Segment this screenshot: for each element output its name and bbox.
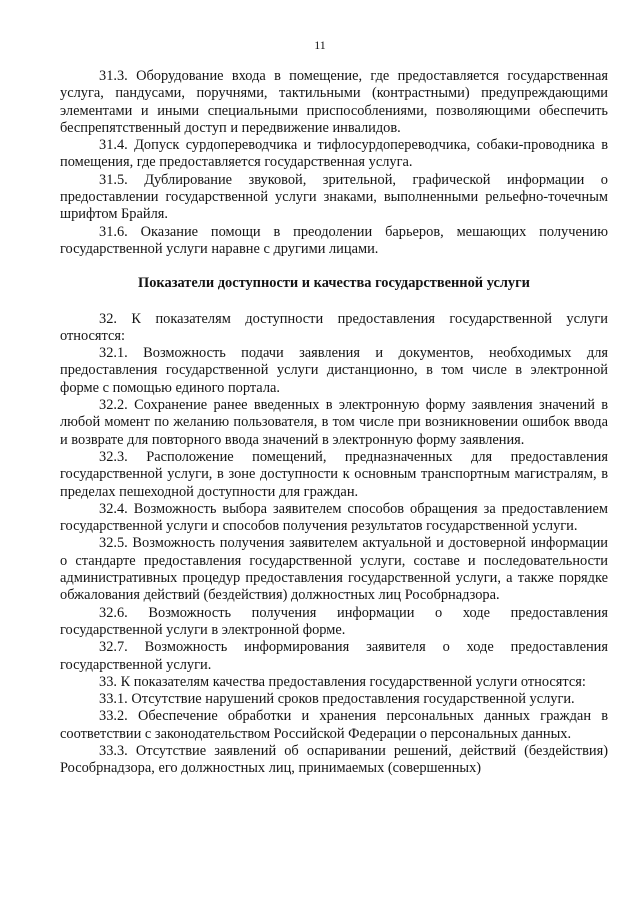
paragraph-31-6: 31.6. Оказание помощи в преодолении барьеров, мешающих получению государственной услуги наравне с другими лицами.	[60, 223, 608, 257]
paragraph-32-4: 32.4. Возможность выбора заявителем способов обращения за предоставлением государственной услуги и способов получения результатов государственной услуги.	[60, 500, 608, 535]
document-body	[60, 68, 608, 778]
paragraph-32-6: 32.6. Возможность получения информации о ходе предоставления государственной услуги в электронной форме.	[60, 604, 608, 638]
paragraph-32-5: 32.5. Возможность получения заявителем актуальной и достоверной информации о стандарте предоставления государственной услуги, составе и последовательности административных процедур предоставления государственной услуги, а также порядке обжалования действий (бездействия) должностных лиц Рособрнадзора.	[60, 535, 608, 604]
paragraph-33-3: 33.3. Отсутствие заявлений об оспаривании решений, действий (бездействия) Рособрнадзора, его должностных лиц, принимаемых (совершенных)	[60, 742, 608, 777]
paragraph-33-2: 33.2. Обеспечение обработки и хранения персональных данных граждан в соответствии с законодательством Российской Федерации о персональных данных.	[60, 708, 608, 742]
paragraph-32: 32. К показателям доступности предоставления государственной услуги относятся:	[60, 310, 608, 344]
paragraph-32-3: 32.3. Расположение помещений, предназначенных для предоставления государственной услуги, в зоне доступности к основным транспортным магистралям, в пределах пешеходной доступности для граждан.	[60, 448, 608, 500]
paragraph-32-2: 32.2. Сохранение ранее введенных в электронную форму заявления значений в любой момент по желанию пользователя, в том числе при возникновении ошибок ввода и возврате для повторного ввода значений в электронную форму заявления.	[60, 397, 608, 448]
page-number: 11	[314, 38, 326, 52]
paragraph-31-3: 31.3. Оборудование входа в помещение, где предоставляется государственная услуга, пандусами, поручнями, тактильными (контрастными) предупреждающими элементами и иными специальными приспособлениями, позволяющими обеспечить беспрепятственный доступ и передвижение инвалидов.	[60, 68, 608, 136]
paragraph-33: 33. К показателям качества предоставления государственной услуги относятся:	[99, 673, 586, 690]
paragraph-31-4: 31.4. Допуск сурдопереводчика и тифлосурдопереводчика, собаки-проводника в помещения, где предоставляется государственная услуга.	[60, 137, 608, 171]
paragraph-33-1: 33.1. Отсутствие нарушений сроков предоставления государственной услуги.	[99, 691, 575, 708]
paragraph-32-7: 32.7. Возможность информирования заявителя о ходе предоставления государственной услуги.	[60, 639, 608, 673]
paragraph-31-5: 31.5. Дублирование звуковой, зрительной, графической информации о предоставлении государственной услуги знаками, выполненными рельефно-точечным шрифтом Брайля.	[60, 171, 608, 223]
paragraph-32-1: 32.1. Возможность подачи заявления и документов, необходимых для предоставления государственной услуги дистанционно, в том числе в электронной форме с помощью единого портала.	[60, 345, 608, 396]
section-heading: Показатели доступности и качества государственной услуги	[138, 275, 530, 292]
